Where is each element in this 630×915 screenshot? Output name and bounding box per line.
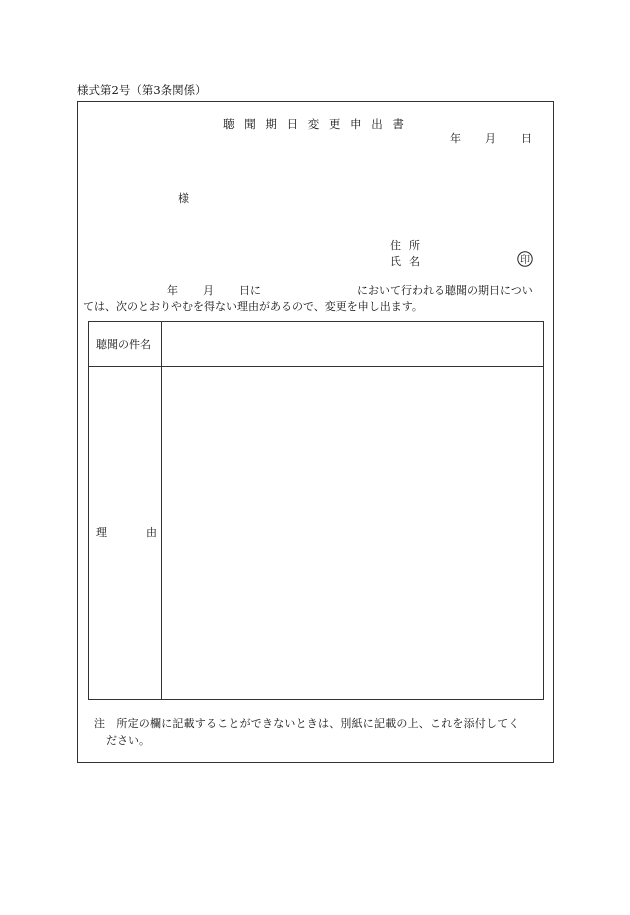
applicant-address-label: 住所 bbox=[390, 239, 428, 252]
addressee-suffix: 様 bbox=[178, 192, 189, 205]
form-number-label: 様式第2号（第3条関係） bbox=[77, 83, 207, 97]
body-day-label: 日に bbox=[239, 284, 261, 297]
body-text-line1: において行われる聴聞の期日につい bbox=[357, 284, 533, 297]
footnote-line2: ださい。 bbox=[106, 734, 150, 747]
applicant-name-label: 氏名 bbox=[390, 255, 428, 268]
table-divider-vertical bbox=[161, 322, 162, 699]
seal-icon bbox=[517, 251, 533, 267]
body-year-label: 年 bbox=[167, 284, 178, 297]
date-day-label: 日 bbox=[521, 132, 532, 145]
seal-text: 印 bbox=[520, 254, 530, 266]
table-divider-horizontal bbox=[89, 366, 543, 367]
details-table bbox=[88, 321, 544, 700]
footnote-line1: 注 所定の欄に記載することができないときは、別紙に記載の上、これを添付してく bbox=[94, 717, 520, 730]
body-text-line2: ては、次のとおりやむを得ない理由があるので、変更を申し出ます。 bbox=[83, 300, 423, 313]
date-year-label: 年 bbox=[450, 132, 461, 145]
reason-label-first: 理 bbox=[96, 526, 107, 539]
reason-label-second: 由 bbox=[146, 526, 157, 539]
date-month-label: 月 bbox=[485, 132, 496, 145]
document-title: 聴 聞 期 日 変 更 申 出 書 bbox=[223, 117, 407, 131]
body-month-label: 月 bbox=[203, 284, 214, 297]
hearing-subject-label: 聴聞の件名 bbox=[96, 338, 151, 351]
